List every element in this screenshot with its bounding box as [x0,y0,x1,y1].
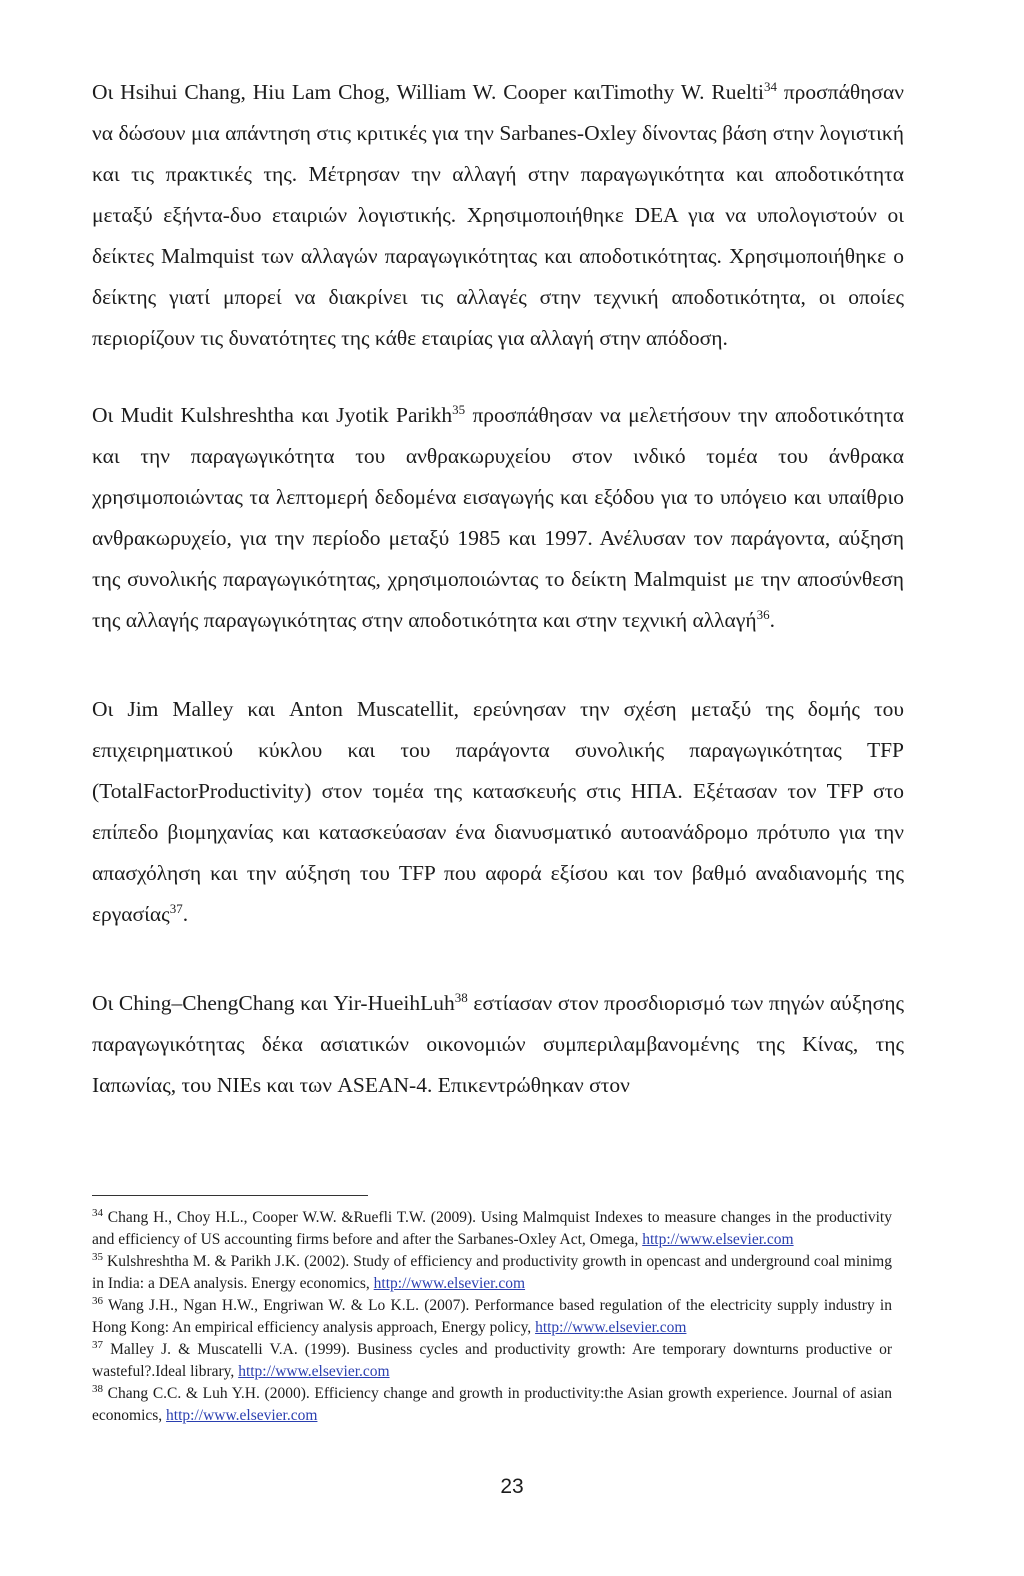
footnote: $^{37}$ Malley J. & Muscatelli V.A. (1999). Business cycles and productivity growth: Are temporary downturns productive or wasteful?.Ideal library, http://www.elsevier.com [92,1338,892,1380]
page-number: 23 [500,1475,524,1498]
paragraph: Οι Ching–ChengChang και Yir-HueihLuh$^{38}$ εστίασαν στον προσδιορισμό των πηγών αύξησης παραγωγικότητας δέκα ασιατικών οικονομιών συμπεριλαμβανομένης της Κίνας, της Ιαπωνίας, του NIEs και των ASEAN-4. Επικεντρώθηκαν στον [92,989,904,1097]
footnote-ref[interactable]: 34 [763,78,777,94]
footnote-link[interactable]: http://www.elsevier.com [642,1231,794,1248]
footnote-divider [92,1195,368,1196]
footnote-number: 34 [92,1206,103,1219]
footnote-number: 35 [92,1250,103,1263]
footnote-ref[interactable]: 35 [452,401,466,417]
footnote-number: 38 [92,1382,103,1395]
footnote-ref[interactable]: 36 [756,606,770,622]
footnote-link[interactable]: http://www.elsevier.com [238,1363,390,1380]
paragraph: Οι Mudit Kulshreshtha και Jyotik Parikh$^{35}$ προσπάθησαν να μελετήσουν την αποδοτικότητα και την παραγωγικότητα του ανθρακωρυχείου στον ινδικό τομέα του άνθρακα χρησιμοποιώντας τα λεπτομερή δεδομένα εισαγωγής και εξόδου για το υπόγειο και υπαίθριο ανθρακωρυχείο, για την περίοδο μεταξύ 1985 και 1997. Ανέλυσαν τον παράγοντα, αύξηση της συνολικής παραγωγικότητας, χρησιμοποιώντας το δείκτη Malmquist με την αποσύνθεση της αλλαγής παραγωγικότητας στην αποδοτικότητα και στην τεχνική αλλαγή$^{36}$. [92,401,905,632]
body-text [92,72,904,1154]
footnote: $^{36}$ Wang J.H., Ngan H.W., Engriwan W. & Lo K.L. (2007). Performance based regulation of the electricity supply industry in Hong Kong: An empirical efficiency analysis approach, Energy policy, http://www.elsevier.com [92,1294,892,1336]
footnote: $^{34}$ Chang H., Choy H.L., Cooper W.W. &Ruefli T.W. (2009). Using Malmquist Indexes to measure changes in the productivity and efficiency of US accounting firms before and after the Sarbanes-Oxley Act, Omega, http://www.elsevier.com [92,1206,892,1248]
footnote-number: 37 [92,1338,103,1351]
paragraph: Οι Hsihui Chang, Hiu Lam Chog, William W. Cooper καιTimothy W. Ruelti$^{34}$ προσπάθησαν να δώσουν μια απάντηση στις κριτικές για την Sarbanes-Oxley δίνοντας βάση στην λογιστική και τις πρακτικές της. Μέτρησαν την αλλαγή στην παραγωγικότητα και αποδοτικότητα μεταξύ εξήντα-δυο εταιριών λογιστικής. Χρησιμοποιήθηκε DEA για να υπολογιστούν οι δείκτες Malmquist των αλλαγών παραγωγικότητας και αποδοτικότητας. Χρησιμοποιήθηκε ο δείκτης γιατί μπορεί να διακρίνει τις αλλαγές στην τεχνική αποδοτικότητα, οι οποίες περιορίζουν τις δυνατότητες της κάθε εταιρίας για αλλαγή στην απόδοση. [92,78,904,350]
footnote-ref[interactable]: 38 [454,989,468,1005]
footnote-number: 36 [92,1294,103,1307]
footnote-link[interactable]: http://www.elsevier.com [373,1275,526,1292]
footnotes [92,1207,892,1427]
paragraph: Οι Jim Malley και Anton Muscatellit, ερεύνησαν την σχέση μεταξύ της δομής του επιχειρηματικού κύκλου και του παράγοντα συνολικής παραγωγικότητας TFP (TotalFactorProductivity) στον τομέα της κατασκευής στις ΗΠΑ. Εξέτασαν τον TFP στο επίπεδο βιομηχανίας και κατασκεύασαν ένα διανυσματικό αυτοανάδρομο πρότυπο για την απασχόληση και την αύξηση του TFP που αφορά εξίσου και τον βαθμό αναδιανομής της εργασίας$^{37}$. [92,697,904,926]
footnote-ref[interactable]: 37 [169,900,183,916]
footnote: $^{38}$ Chang C.C. & Luh Y.H. (2000). Efficiency change and growth in productivity:the Asian growth experience. Journal of asian economics, http://www.elsevier.com [92,1382,892,1424]
footnote-link[interactable]: http://www.elsevier.com [535,1319,687,1336]
footnote: $^{35}$ Kulshreshtha M. & Parikh J.K. (2002). Study of efficiency and productivity growth in opencast and underground coal minimg in India: a DEA analysis. Energy economics, http://www.elsevier.com [92,1250,892,1292]
footnote-link[interactable]: http://www.elsevier.com [166,1407,318,1424]
